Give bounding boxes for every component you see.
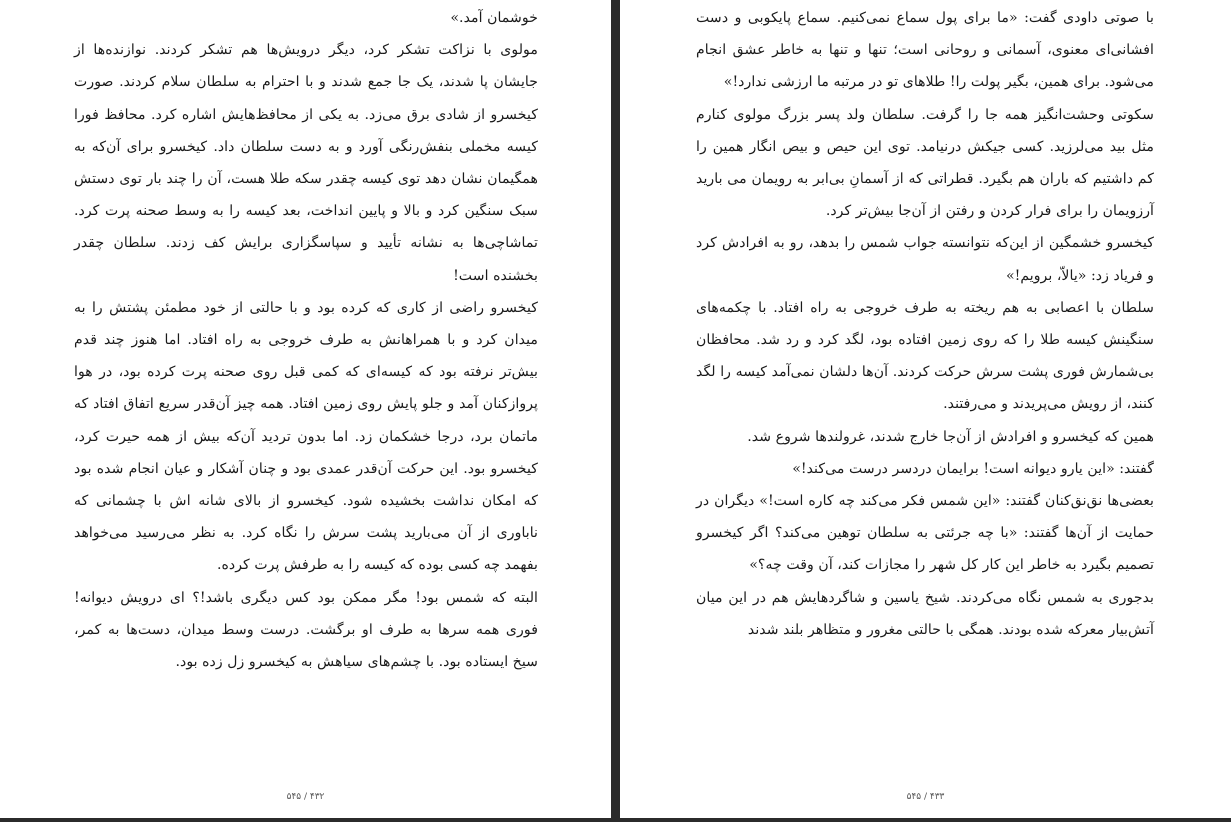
- left-paragraph-1: خوشمان آمد.»: [450, 10, 538, 26]
- left-paragraph-4: البته که شمس بود! مگر ممکن بود کس دیگری باشد!؟ ای درویش دیوانه! فوری همه سرها به طرف او برگشت. درست وسط میدان، دست‌ها به کمر، سیخ ایستاده بود. با چشم‌های سیاهش به کیخسرو زل زده بود.: [74, 589, 538, 671]
- right-page: [620, 0, 1231, 818]
- right-paragraph-3: کیخسرو خشمگین از این‌که نتوانسته جواب شمس را بدهد، رو به افرادش کرد و فریاد زد: «یالاّ، برویم!»: [696, 235, 1154, 284]
- right-paragraph-4: سلطان با اعصابی به هم ریخته به طرف خروجی به راه افتاد. با چکمه‌های سنگینش کیسه طلا را که روی زمین افتاده بود، لگد کرد و رد شد. محافظان بی‌شمارش فوری پشت سرش حرکت کردند. آن‌ها دلشان نمی‌آمد کیسه را لگد کنند، از رویش می‌پریدند و می‌رفتند.: [696, 299, 1154, 413]
- right-page-number: ۵۴۵ / ۴۳۳: [906, 792, 945, 802]
- right-page-text: [696, 2, 1154, 646]
- right-paragraph-5: همین که کیخسرو و افرادش از آن‌جا خارج شدند، غرولندها شروع شد.: [747, 428, 1154, 445]
- right-paragraph-2: سکوتی وحشت‌انگیز همه جا را گرفت. سلطان ولد پسر بزرگ مولوی کنارم مثل بید می‌لرزید. کسی جیکش درنیامد. توی این حیص و بیص انگار همین را کم داشتیم که باران هم بگیرد. قطراتی که از آسمانِ بی‌ابر به رویمان می بارید آرزویمان را برای فرار کردن و رفتن از آن‌جا بیش‌تر کرد.: [696, 106, 1154, 220]
- left-page-number: ۵۴۵ / ۴۳۲: [286, 792, 325, 802]
- left-page: [0, 0, 611, 818]
- right-paragraph-8: بدجوری به شمس نگاه می‌کردند. شیخ یاسین و شاگردهایش هم در این میان آتش‌بیار معرکه شده بودند. همگی با حالتی مغرور و متظاهر بلند شدند: [696, 589, 1154, 638]
- right-paragraph-1: با صوتی داودی گفت: «ما برای پول سماع نمی‌کنیم. سماع پایکوبی و دست افشانی‌ای معنوی، آسمانی و روحانی است؛ تنها و تنها به خاطر عشق انجام می‌شود. برای همین، بگیر پولت را! طلاهای تو در مرتبه ما ارزشی ندارد!»: [696, 10, 1154, 91]
- left-paragraph-3: کیخسرو راضی از کاری که کرده بود و با حالتی از خود مطمئن پشتش را به میدان کرد و با همراهانش به طرف خروجی به راه افتاد. اما هنوز چند قدم بیش‌تر نرفته بود که کیسه‌ای که کمی قبل روی صحنه پرت کرده بود، در هوا پروازکنان آمد و جلو پایش روی زمین افتاد. همه چیز آن‌قدر سریع اتفاق افتاد که ماتمان برد، درجا خشکمان زد. اما بدون تردید آن‌که بیش از همه حیرت کرد، کیخسرو بود. این حرکت آن‌قدر عمدی بود و چنان آشکار و عیان انجام شده بود که امکان نداشت بخشیده شود. کیخسرو از بالای شانه اش با چشمانی که ناباوری از آن می‌بارید پشت سرش را نگاه کرد. به نظر می‌رسید می‌خواهد بفهمد چه کسی بوده که کیسه را به طرفش پرت کرده.: [74, 299, 538, 574]
- left-page-text: [74, 2, 538, 678]
- left-paragraph-2: مولوی با نزاکت تشکر کرد، دیگر درویش‌ها هم تشکر کردند. نوازنده‌ها از جایشان پا شدند، یک جا جمع شدند و با احترام به سلطان سلام کردند. صورت کیخسرو از شادی برق می‌زد. به یکی از محافظ‌هایش اشاره کرد. محافظ فورا کیسه مخملی بنفش‌رنگی آورد و به دست سلطان داد. کیخسرو برای آن‌که به همگیمان نشان دهد توی کیسه چقدر سکه طلا هست، آن را چند بار توی دستش سبک سنگین کرد و بالا و پایین انداخت، بعد کیسه را به وسط صحنه پرت کرد. تماشاچی‌ها به نشانه تأیید و سپاسگزاری برایش کف زدند. سلطان چقدر بخشنده است!: [74, 42, 538, 284]
- page-gutter: [611, 0, 620, 822]
- right-paragraph-6: گفتند: «این یارو دیوانه است! برایمان دردسر درست می‌کند!»: [792, 460, 1154, 477]
- right-paragraph-7: بعضی‌ها نق‌نق‌کنان گفتند: «این شمس فکر می‌کند چه کاره است!» دیگران در حمایت از آن‌ها گفتند: «با چه جرئتی به سلطان توهین می‌کند؟ اگر کیخسرو تصمیم بگیرد به خاطر این کار کل شهر را مجازات کند، آن وقت چه؟»: [696, 493, 1154, 574]
- viewer-bottom-edge: [0, 818, 1231, 822]
